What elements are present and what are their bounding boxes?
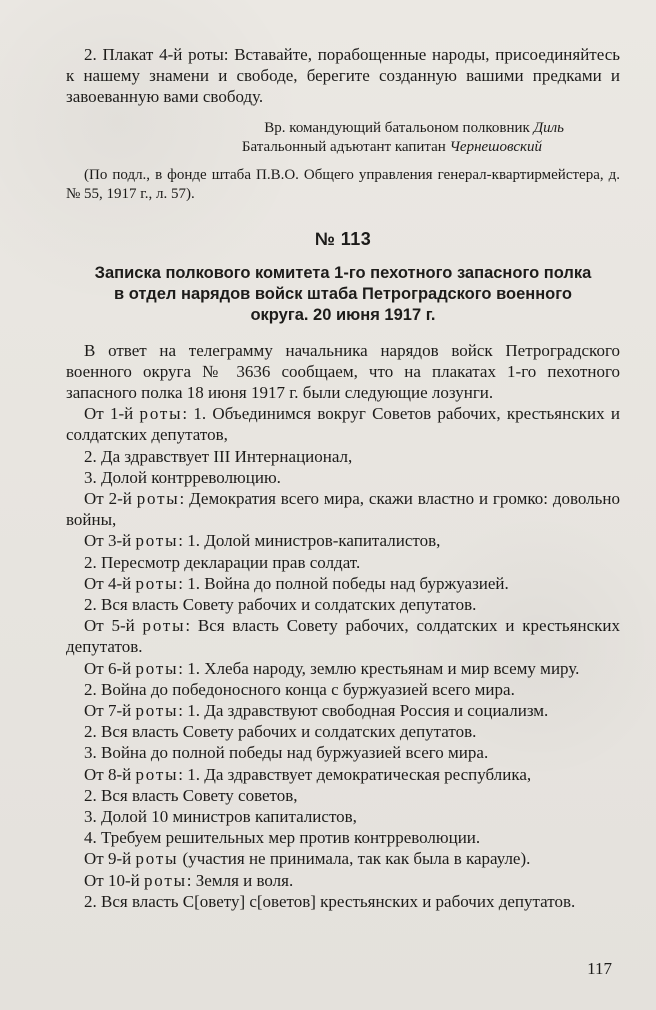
entry-text: 3. Долой контрреволюцию.: [84, 467, 281, 487]
entry-text: 3. Долой 10 министров капиталистов,: [84, 807, 357, 827]
entry-text: 2. Вся власть Совету советов,: [84, 785, 298, 805]
entry-text: 2. Вся власть С[овету] с[оветов] крестьянских и рабочих депутатов.: [84, 891, 576, 911]
document-number: № 113: [314, 228, 372, 249]
entry-company-word: роты: [142, 616, 186, 636]
slogan-entry: [66, 785, 620, 806]
entry-text: : 1. Хлеба народу, землю крестьянам и мир всему миру.: [178, 658, 580, 678]
entry-prefix: От 10-й: [84, 870, 144, 890]
entry-text: : Вся власть Совету рабочих, солдатских и крестьянских депутатов.: [66, 616, 620, 657]
slogan-entry: [66, 870, 620, 891]
slogan-entry: [66, 594, 620, 615]
signature-label-commander: Вр. командующий батальоном полковник: [264, 119, 530, 136]
entry-text: 3. Война до полной победы над буржуазией всего мира.: [84, 743, 489, 763]
signature-name-commander: Диль: [533, 119, 564, 136]
heading-line-1: Записка полкового комитета 1-го пехотного запасного полка: [94, 263, 592, 282]
entry-text: : 1. Война до полной победы над буржуазией.: [178, 573, 509, 593]
entry-text: : 1. Да здравствует демократическая республика,: [178, 764, 532, 784]
entry-prefix: От 2-й: [84, 489, 137, 509]
entry-text: : Земля и воля.: [186, 870, 294, 890]
signature-line-adjutant: [66, 138, 620, 157]
entry-text: (участия не принимала, так как была в карауле).: [178, 849, 531, 869]
entry-company-word: роты: [143, 870, 187, 890]
top-paragraph: 2. Плакат 4-й роты: Вставайте, порабощенные народы, присоединяйтесь к нашему знамени и свободе, берегите созданную вашими предками и завоеванную вами свободу.: [66, 45, 620, 107]
signature-name-adjutant: Чернешовский: [449, 138, 542, 155]
entry-text: : Демократия всего мира, скажи властно и громко: довольно войны,: [66, 489, 620, 530]
entry-company-word: роты: [139, 404, 183, 424]
slogan-entry: [66, 764, 620, 785]
slogan-entry: [66, 467, 620, 488]
entry-prefix: От 3-й: [84, 531, 136, 551]
slogan-entry: [66, 552, 620, 573]
slogan-entry: [66, 658, 620, 679]
intro-paragraph: В ответ на телеграмму начальника нарядов войск Петроградского военного округа № 3636 сообщаем, что на плакатах 1-го пехотного запасного полка 18 июня 1917 г. были следующие лозунги.: [66, 340, 620, 403]
slogan-entry: [66, 679, 620, 700]
page-number: 117: [587, 959, 612, 978]
slogan-entry: [66, 700, 620, 721]
entry-prefix: От 6-й: [84, 658, 136, 678]
slogan-entry: [66, 530, 620, 551]
slogan-entry: [66, 403, 620, 445]
entry-company-word: роты: [135, 531, 179, 551]
slogan-entry: [66, 488, 620, 530]
entry-company-word: роты: [135, 573, 179, 593]
signature-label-adjutant: Батальонный адъютант капитан: [241, 138, 446, 155]
heading-line-3: округа. 20 июня 1917 г.: [250, 305, 436, 324]
slogan-entry: [66, 573, 620, 594]
entry-prefix: От 5-й: [84, 616, 143, 636]
slogan-entry: [66, 615, 620, 657]
document-body: [66, 340, 620, 912]
entry-company-word: роты: [135, 701, 179, 721]
entry-text: : 1. Долой министров-капиталистов,: [178, 531, 441, 551]
entry-prefix: От 9-й: [84, 849, 136, 869]
entry-prefix: От 8-й: [84, 764, 136, 784]
slogan-entry: [66, 827, 620, 848]
entry-company-word: роты: [135, 658, 179, 678]
slogan-entry: [66, 806, 620, 827]
entry-prefix: От 4-й: [84, 573, 136, 593]
entry-text: 2. Да здравствует III Интернационал,: [84, 446, 353, 466]
slogan-entry: [66, 848, 620, 869]
entry-text: : 1. Объединимся вокруг Советов рабочих, крестьянских и солдатских депутатов,: [66, 404, 621, 445]
entry-company-word: роты: [135, 764, 179, 784]
signature-block: [66, 119, 620, 157]
source-note: (По подл., в фонде штаба П.В.О. Общего управления генерал-квартирмейстера, д. № 55, 1917 г., л. 57).: [66, 166, 620, 202]
slogan-entry: [66, 721, 620, 742]
slogan-entry: [66, 446, 620, 467]
document-heading: [66, 263, 620, 326]
entry-text: 2. Вся власть Совету рабочих и солдатских депутатов.: [84, 722, 477, 742]
entry-text: 2. Война до победоносного конца с буржуазией всего мира.: [84, 679, 515, 699]
entry-prefix: От 7-й: [84, 701, 136, 721]
entry-text: 2. Пересмотр декларации прав солдат.: [84, 552, 361, 572]
entry-company-word: роты: [135, 849, 179, 869]
entry-text: 4. Требуем решительных мер против контрреволюции.: [84, 828, 481, 848]
signature-line-commander: [66, 119, 620, 138]
entry-text: : 1. Да здравствуют свободная Россия и социализм.: [178, 701, 549, 721]
entry-text: 2. Вся власть Совету рабочих и солдатских депутатов.: [84, 595, 477, 615]
entry-prefix: От 1-й: [84, 404, 140, 424]
entry-company-word: роты: [136, 489, 180, 509]
slogan-entry: [66, 891, 620, 912]
slogan-entry: [66, 742, 620, 763]
heading-line-2: в отдел нарядов войск штаба Петроградского военного: [114, 284, 572, 303]
